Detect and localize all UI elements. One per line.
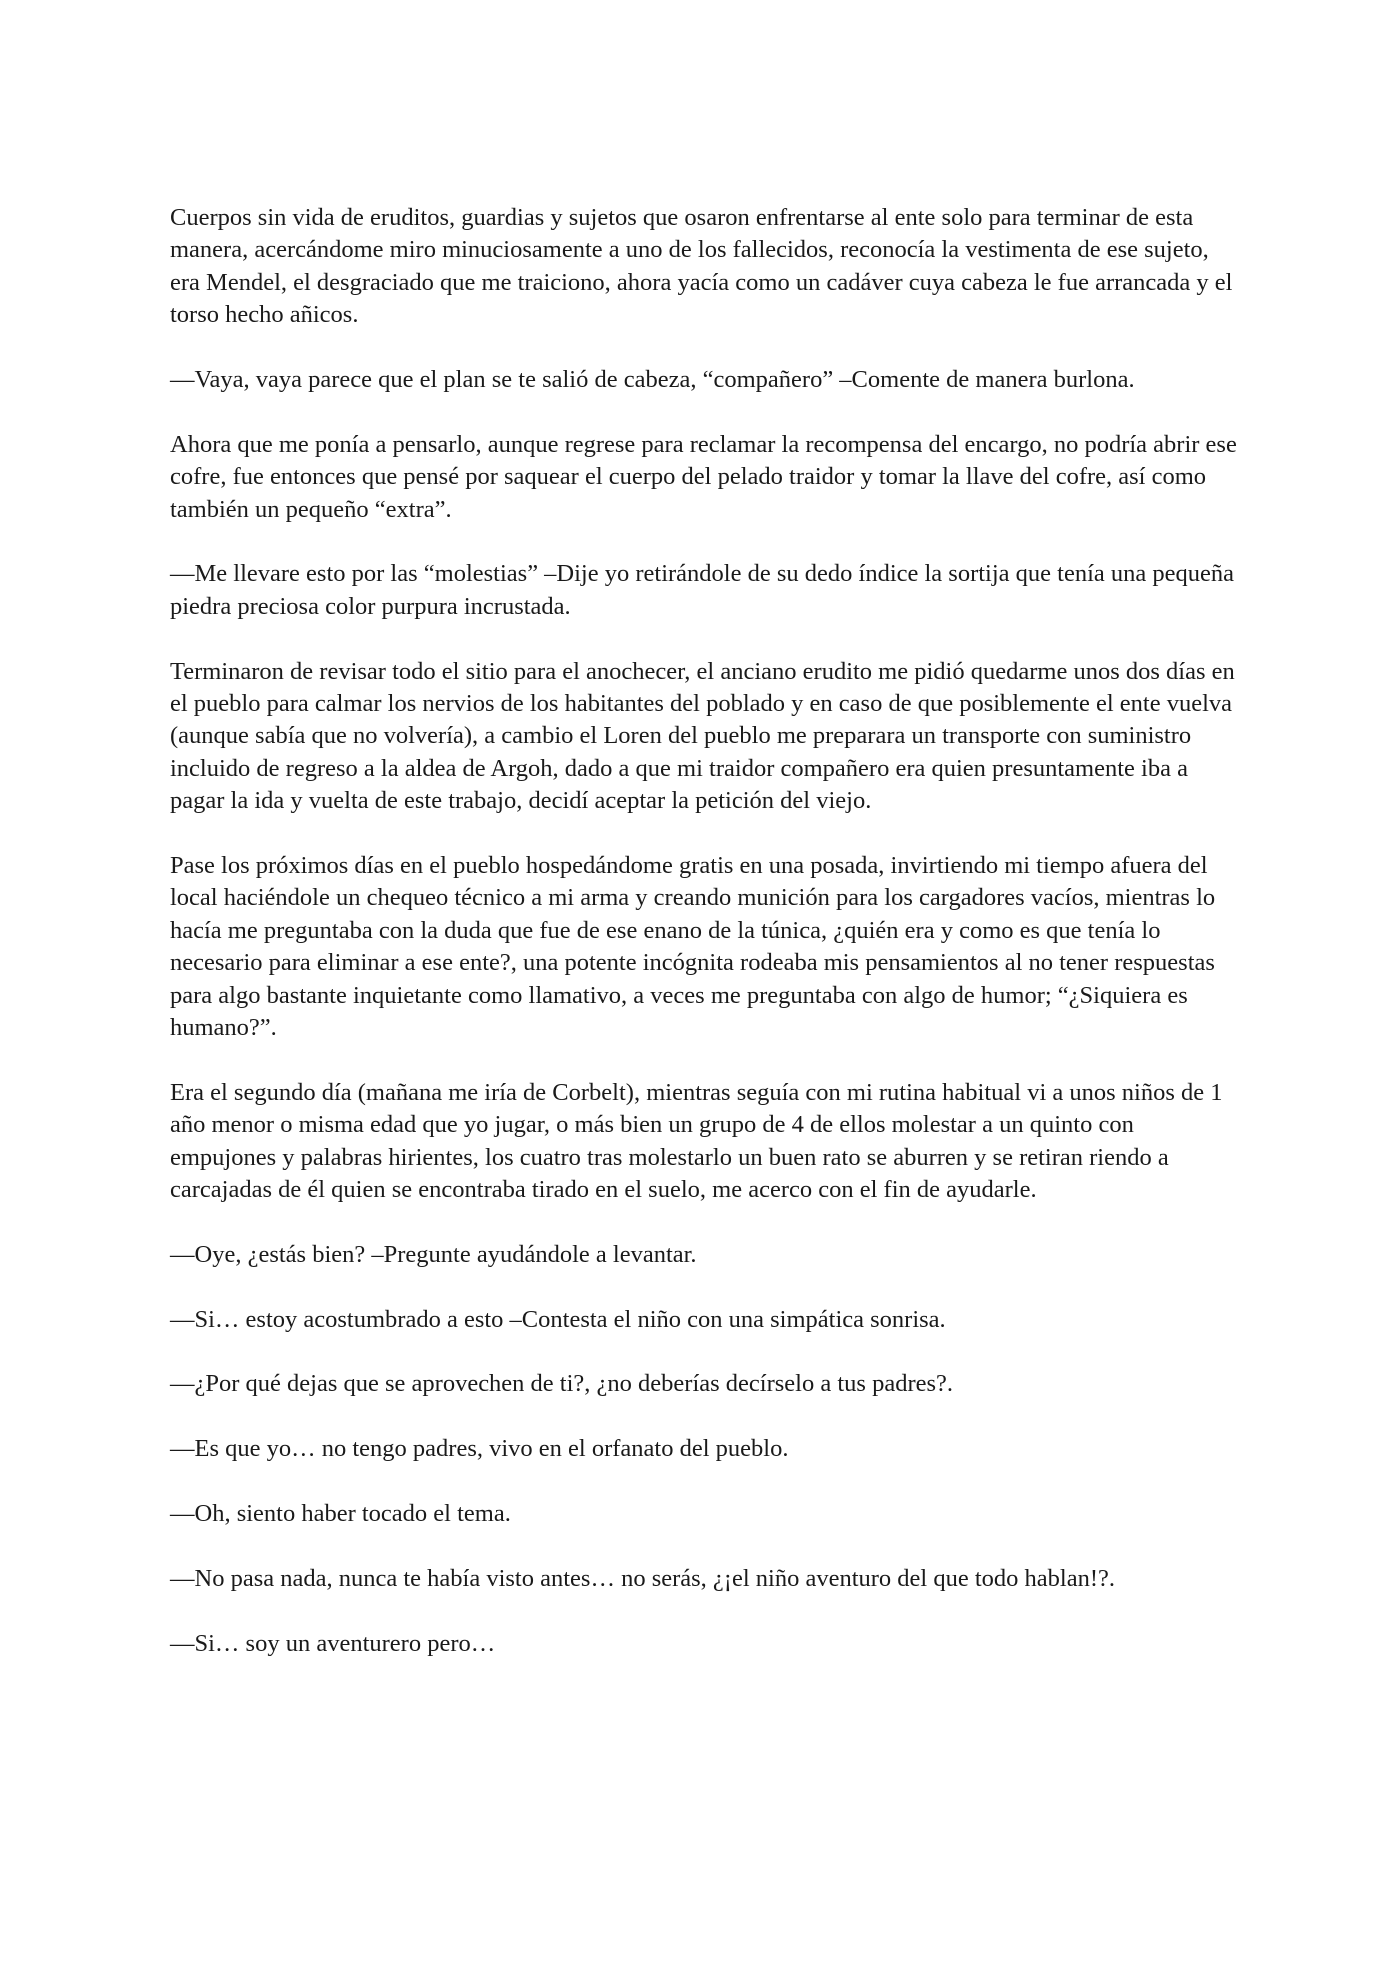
dialogue-line: —Oye, ¿estás bien? –Pregunte ayudándole a levantar. <box>170 1240 697 1268</box>
paragraph: —Me llevare esto por las “molestias” –Dije yo retirándole de su dedo índice la sortija que tenía una pequeña piedra preciosa color purpura incrustada. <box>170 560 1235 620</box>
paragraph: Ahora que me ponía a pensarlo, aunque regrese para reclamar la recompensa del encargo, no podría abrir ese cofre, fue entonces que pensé por saquear el cuerpo del pelado traidor y tomar la llave del cofre, así como también un pequeño “extra”. <box>170 430 1237 523</box>
dialogue-line: —¿Por qué dejas que se aprovechen de ti?, ¿no deberías decírselo a tus padres?. <box>170 1370 954 1398</box>
paragraph: —Vaya, vaya parece que el plan se te salió de cabeza, “compañero” –Comente de manera burlona. <box>170 366 1135 394</box>
paragraph: Pase los próximos días en el pueblo hospedándome gratis en una posada, invirtiendo mi tiempo afuera del local haciéndole un chequeo técnico a mi arma y creando munición para los cargadores vacíos, mientras lo hacía me preguntaba con la duda que fue de ese enano de la túnica, ¿quién era y como es que tenía lo necesario para eliminar a ese ente?, una potente incógnita rodeaba mis pensamientos al no tener respuestas para algo bastante inquietante como llamativo, a veces me preguntaba con algo de humor; “¿Siquiera es humano?”. <box>170 852 1216 1042</box>
dialogue-line: —Es que yo… no tengo padres, vivo en el orfanato del pueblo. <box>170 1435 789 1463</box>
paragraph: Era el segundo día (mañana me iría de Corbelt), mientras seguía con mi rutina habitual vi a unos niños de 1 año menor o misma edad que yo jugar, o más bien un grupo de 4 de ellos molestar a un quinto con empujones y palabras hirientes, los cuatro tras molestarlo un buen rato se aburren y se retiran riendo a carcajadas de él quien se encontraba tirado en el suelo, me acerco con el fin de ayudarle. <box>170 1078 1223 1204</box>
dialogue-line: —Si… estoy acostumbrado a esto –Contesta el niño con una simpática sonrisa. <box>170 1305 946 1333</box>
paragraph: Cuerpos sin vida de eruditos, guardias y sujetos que osaron enfrentarse al ente solo para terminar de esta manera, acercándome miro minuciosamente a uno de los fallecidos, reconocía la vestimenta de ese sujeto, era Mendel, el desgraciado que me traiciono, ahora yacía como un cadáver cuya cabeza le fue arrancada y el torso hecho añicos. <box>170 204 1233 329</box>
body-text <box>170 202 1240 1660</box>
dialogue-line: —Oh, siento haber tocado el tema. <box>170 1500 511 1528</box>
paragraph: Terminaron de revisar todo el sitio para el anochecer, el anciano erudito me pidió quedarme unos dos días en el pueblo para calmar los nervios de los habitantes del poblado y en caso de que posiblemente el ente vuelva (aunque sabía que no volvería), a cambio el Loren del pueblo me preparara un transporte con suministro incluido de regreso a la aldea de Argoh, dado a que mi traidor compañero era quien presuntamente iba a pagar la ida y vuelta de este trabajo, decidí aceptar la petición del viejo. <box>170 657 1235 815</box>
dialogue-line: —No pasa nada, nunca te había visto antes… no serás, ¿¡el niño aventuro del que todo hablan!?. <box>170 1564 1115 1592</box>
dialogue-line: —Si… soy un aventurero pero… <box>170 1629 496 1657</box>
